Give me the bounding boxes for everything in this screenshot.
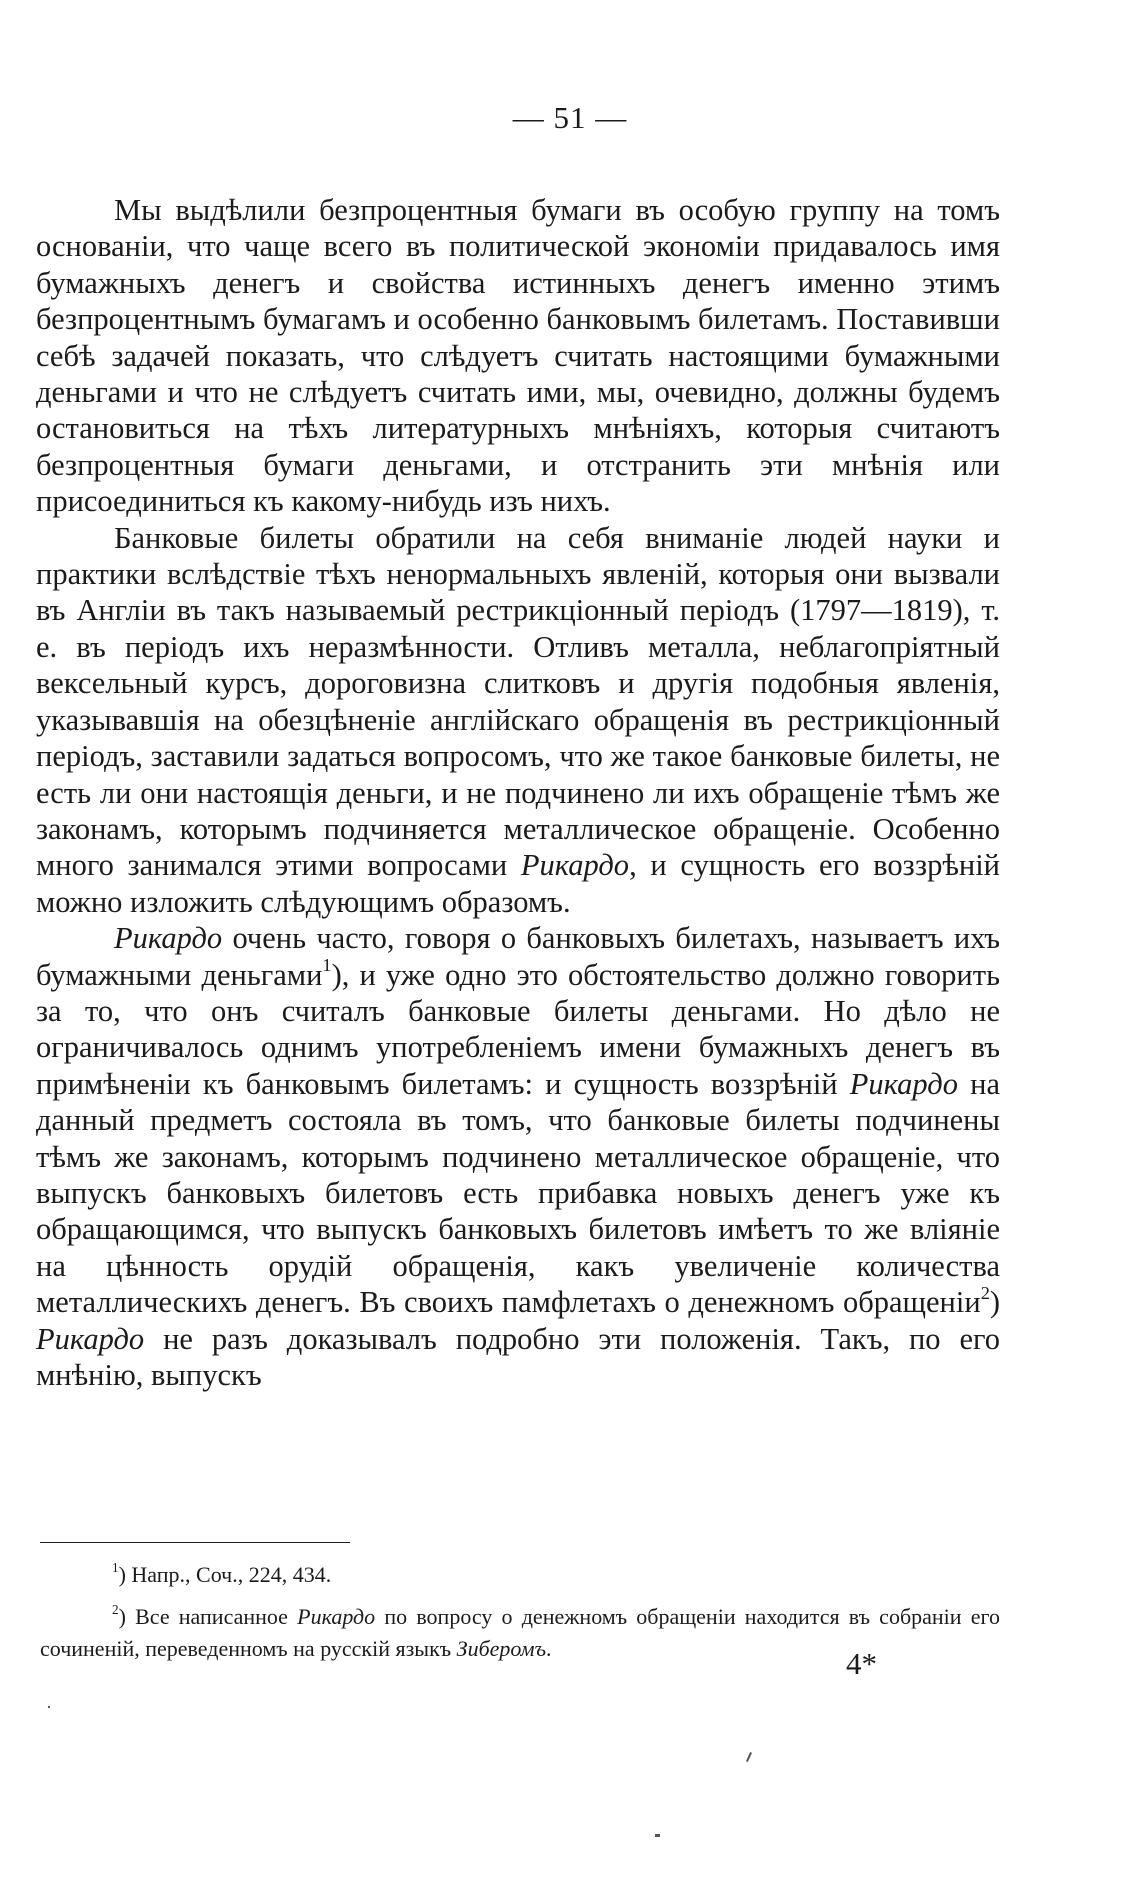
ink-speck xyxy=(655,1834,660,1837)
main-text xyxy=(36,192,1000,1393)
text-run: по вопросу о денежномъ обращеніи находится въ собраніи его сочиненій, переведенномъ на русскій языкъ xyxy=(40,1604,1000,1661)
footnote xyxy=(40,1559,1000,1591)
signature-mark: 4* xyxy=(846,1646,877,1681)
footnote-marker: 2 xyxy=(112,1601,119,1617)
footnote-marker: 2 xyxy=(980,1283,990,1304)
text-run: . xyxy=(546,1636,552,1661)
footnote-separator xyxy=(40,1542,350,1543)
page-number: — 51 — xyxy=(512,100,628,135)
footnote-marker: 1 xyxy=(112,1559,119,1575)
text-run: , и сущность его воззрѣній можно изложить слѣдующимъ образомъ. xyxy=(36,848,1000,919)
paragraph xyxy=(36,192,1000,520)
text-run: ) Все написанное xyxy=(118,1604,298,1629)
text-run: очень часто, говоря о банковыхъ билетахъ, называетъ ихъ бумажными деньгами xyxy=(36,921,1000,992)
italic-name: Рикардо xyxy=(520,848,630,883)
text-run: Мы выдѣлили безпроцентныя бумаги въ особую группу на томъ основаніи, что чаще всего въ политической экономіи придавалось имя бумажныхъ денегъ и свойства истинныхъ денегъ именно этимъ безпроцентнымъ бумагамъ и особенно банковымъ билетамъ. Поставивши себѣ задачей показать, что слѣдуетъ считать настоящими бумажными деньгами и что не слѣдуетъ считать ими, мы, очевидно, должны будемъ остановиться на тѣхъ литературныхъ мнѣніяхъ, которыя считаютъ безпроцентныя бумаги деньгами, и отстранить эти мнѣнія или присоединиться къ какому-нибудь изъ нихъ. xyxy=(36,193,1000,519)
paragraph xyxy=(36,520,1000,920)
italic-name: Рикардо xyxy=(849,1066,958,1101)
text-run: ) Напр., Соч., 224, 434. xyxy=(118,1562,332,1587)
italic-name: Рикардо xyxy=(297,1604,376,1629)
text-run: на данный предметъ состояла въ томъ, что банковые билеты подчинены тѣмъ же законамъ, которымъ подчинено металлическое обращеніе, что выпускъ банковыхъ билетовъ есть прибавка новыхъ денегъ уже къ обращающимся, что выпускъ банковыхъ билетовъ имѣетъ то же вліяніе на цѣнность орудій обращенія, какъ увеличеніе количества металлическихъ денегъ. Въ своихъ памфлетахъ о денежномъ обращеніи xyxy=(36,1066,1000,1320)
text-run: ), и уже одно это обстоятельство должно говорить за то, что онъ считалъ банковые билеты деньгами. Но дѣло не ограничивалось однимъ употребленіемъ имени бумажныхъ денегъ въ примѣненіи къ банковымъ билетамъ: и сущность воззрѣній xyxy=(36,957,1000,1101)
italic-name: Рикардо xyxy=(114,921,223,956)
footnote-marker: 1 xyxy=(322,955,332,976)
paragraph xyxy=(36,920,1000,1393)
text-run: ) xyxy=(989,1285,1000,1320)
italic-name: Зиберомъ xyxy=(456,1636,547,1661)
text-run: не разъ доказывалъ подробно эти положенія. Такъ, по его мнѣнію, выпускъ xyxy=(36,1321,1000,1392)
ink-speck xyxy=(48,1706,50,1708)
ink-speck xyxy=(746,1752,752,1762)
italic-name: Рикардо xyxy=(36,1321,145,1356)
text-run: Банковые билеты обратили на себя вниманіе людей науки и практики вслѣдствіе тѣхъ ненормальныхъ явленій, которыя они вызвали въ Англіи въ такъ называемый рестрикціонный періодъ (1797—1819), т. е. въ періодъ ихъ неразмѣнности. Отливъ металла, неблагопріятный вексельный курсъ, дороговизна слитковъ и другія подобныя явленія, указывавшія на обезцѣненіе англійскаго обращенія въ рестрикціонный періодъ, заставили задаться вопросомъ, что же такое банковые билеты, не есть ли они настоящія деньги, и не подчинено ли ихъ обращеніе тѣмъ же законамъ, которымъ подчиняется металлическое обращеніе. Особенно много занимался этими вопросами xyxy=(36,520,1000,883)
